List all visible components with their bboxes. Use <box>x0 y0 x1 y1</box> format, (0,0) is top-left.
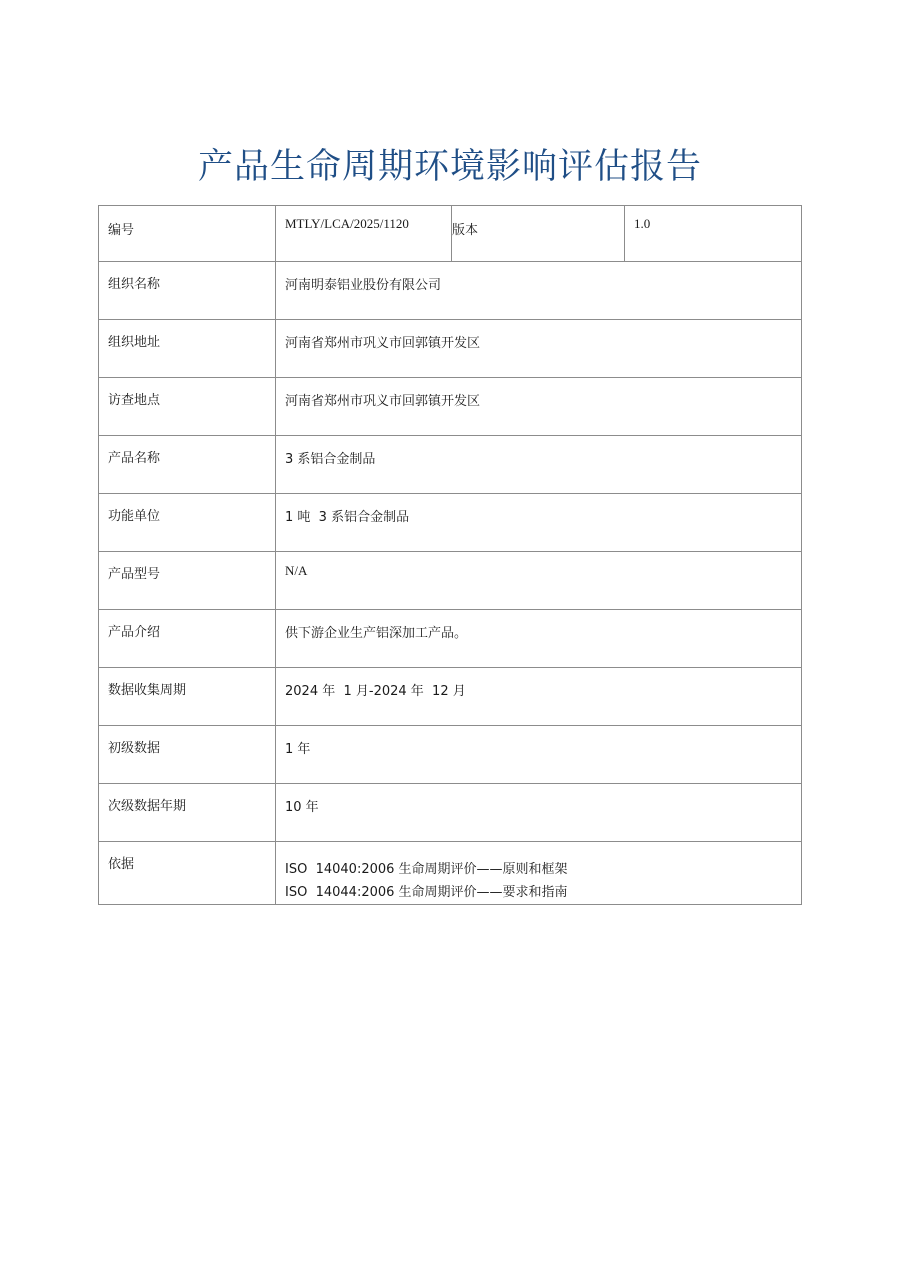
row-label: 功能单位 <box>99 494 276 552</box>
row-label: 组织地址 <box>99 320 276 378</box>
table-row <box>99 262 802 320</box>
table-row <box>99 436 802 494</box>
page-title: 产品生命周期环境影响评估报告 <box>197 147 702 188</box>
table-row <box>99 552 802 610</box>
row-label: 次级数据年期 <box>99 784 276 842</box>
version-value: 1.0 <box>625 206 802 262</box>
table-row <box>99 668 802 726</box>
row-value: 10 年 <box>276 784 802 842</box>
table-row-basis <box>99 842 802 905</box>
basis-line-iso14044: ISO 14044:2006 生命周期评价——要求和指南 <box>285 885 568 900</box>
row-label: 产品名称 <box>99 436 276 494</box>
row-value: 1 年 <box>276 726 802 784</box>
table-row <box>99 784 802 842</box>
table-row <box>99 320 802 378</box>
row-value: 2024 年 1 月-2024 年 12 月 <box>276 668 802 726</box>
basis-label: 依据 <box>99 842 276 905</box>
row-value: 3 系铝合金制品 <box>276 436 802 494</box>
row-value: N/A <box>276 552 802 610</box>
report-info-table <box>98 205 802 905</box>
table-row <box>99 494 802 552</box>
version-label: 版本 <box>452 206 625 262</box>
row-label: 数据收集周期 <box>99 668 276 726</box>
row-label: 访查地点 <box>99 378 276 436</box>
row-value: 供下游企业生产铝深加工产品。 <box>276 610 802 668</box>
table-row <box>99 610 802 668</box>
table-row-number <box>99 206 802 262</box>
row-label: 产品介绍 <box>99 610 276 668</box>
basis-line-iso14040: ISO 14040:2006 生命周期评价——原则和框架 <box>285 862 568 877</box>
row-value: 河南省郑州市巩义市回郭镇开发区 <box>276 320 802 378</box>
number-label: 编号 <box>99 206 276 262</box>
row-value: 河南省郑州市巩义市回郭镇开发区 <box>276 378 802 436</box>
basis-value <box>276 842 802 905</box>
table-row <box>99 726 802 784</box>
row-value: 河南明泰铝业股份有限公司 <box>276 262 802 320</box>
row-label: 初级数据 <box>99 726 276 784</box>
row-label: 产品型号 <box>99 552 276 610</box>
number-value: MTLY/LCA/2025/1120 <box>276 206 452 262</box>
row-label: 组织名称 <box>99 262 276 320</box>
table-row <box>99 378 802 436</box>
row-value: 1 吨 3 系铝合金制品 <box>276 494 802 552</box>
